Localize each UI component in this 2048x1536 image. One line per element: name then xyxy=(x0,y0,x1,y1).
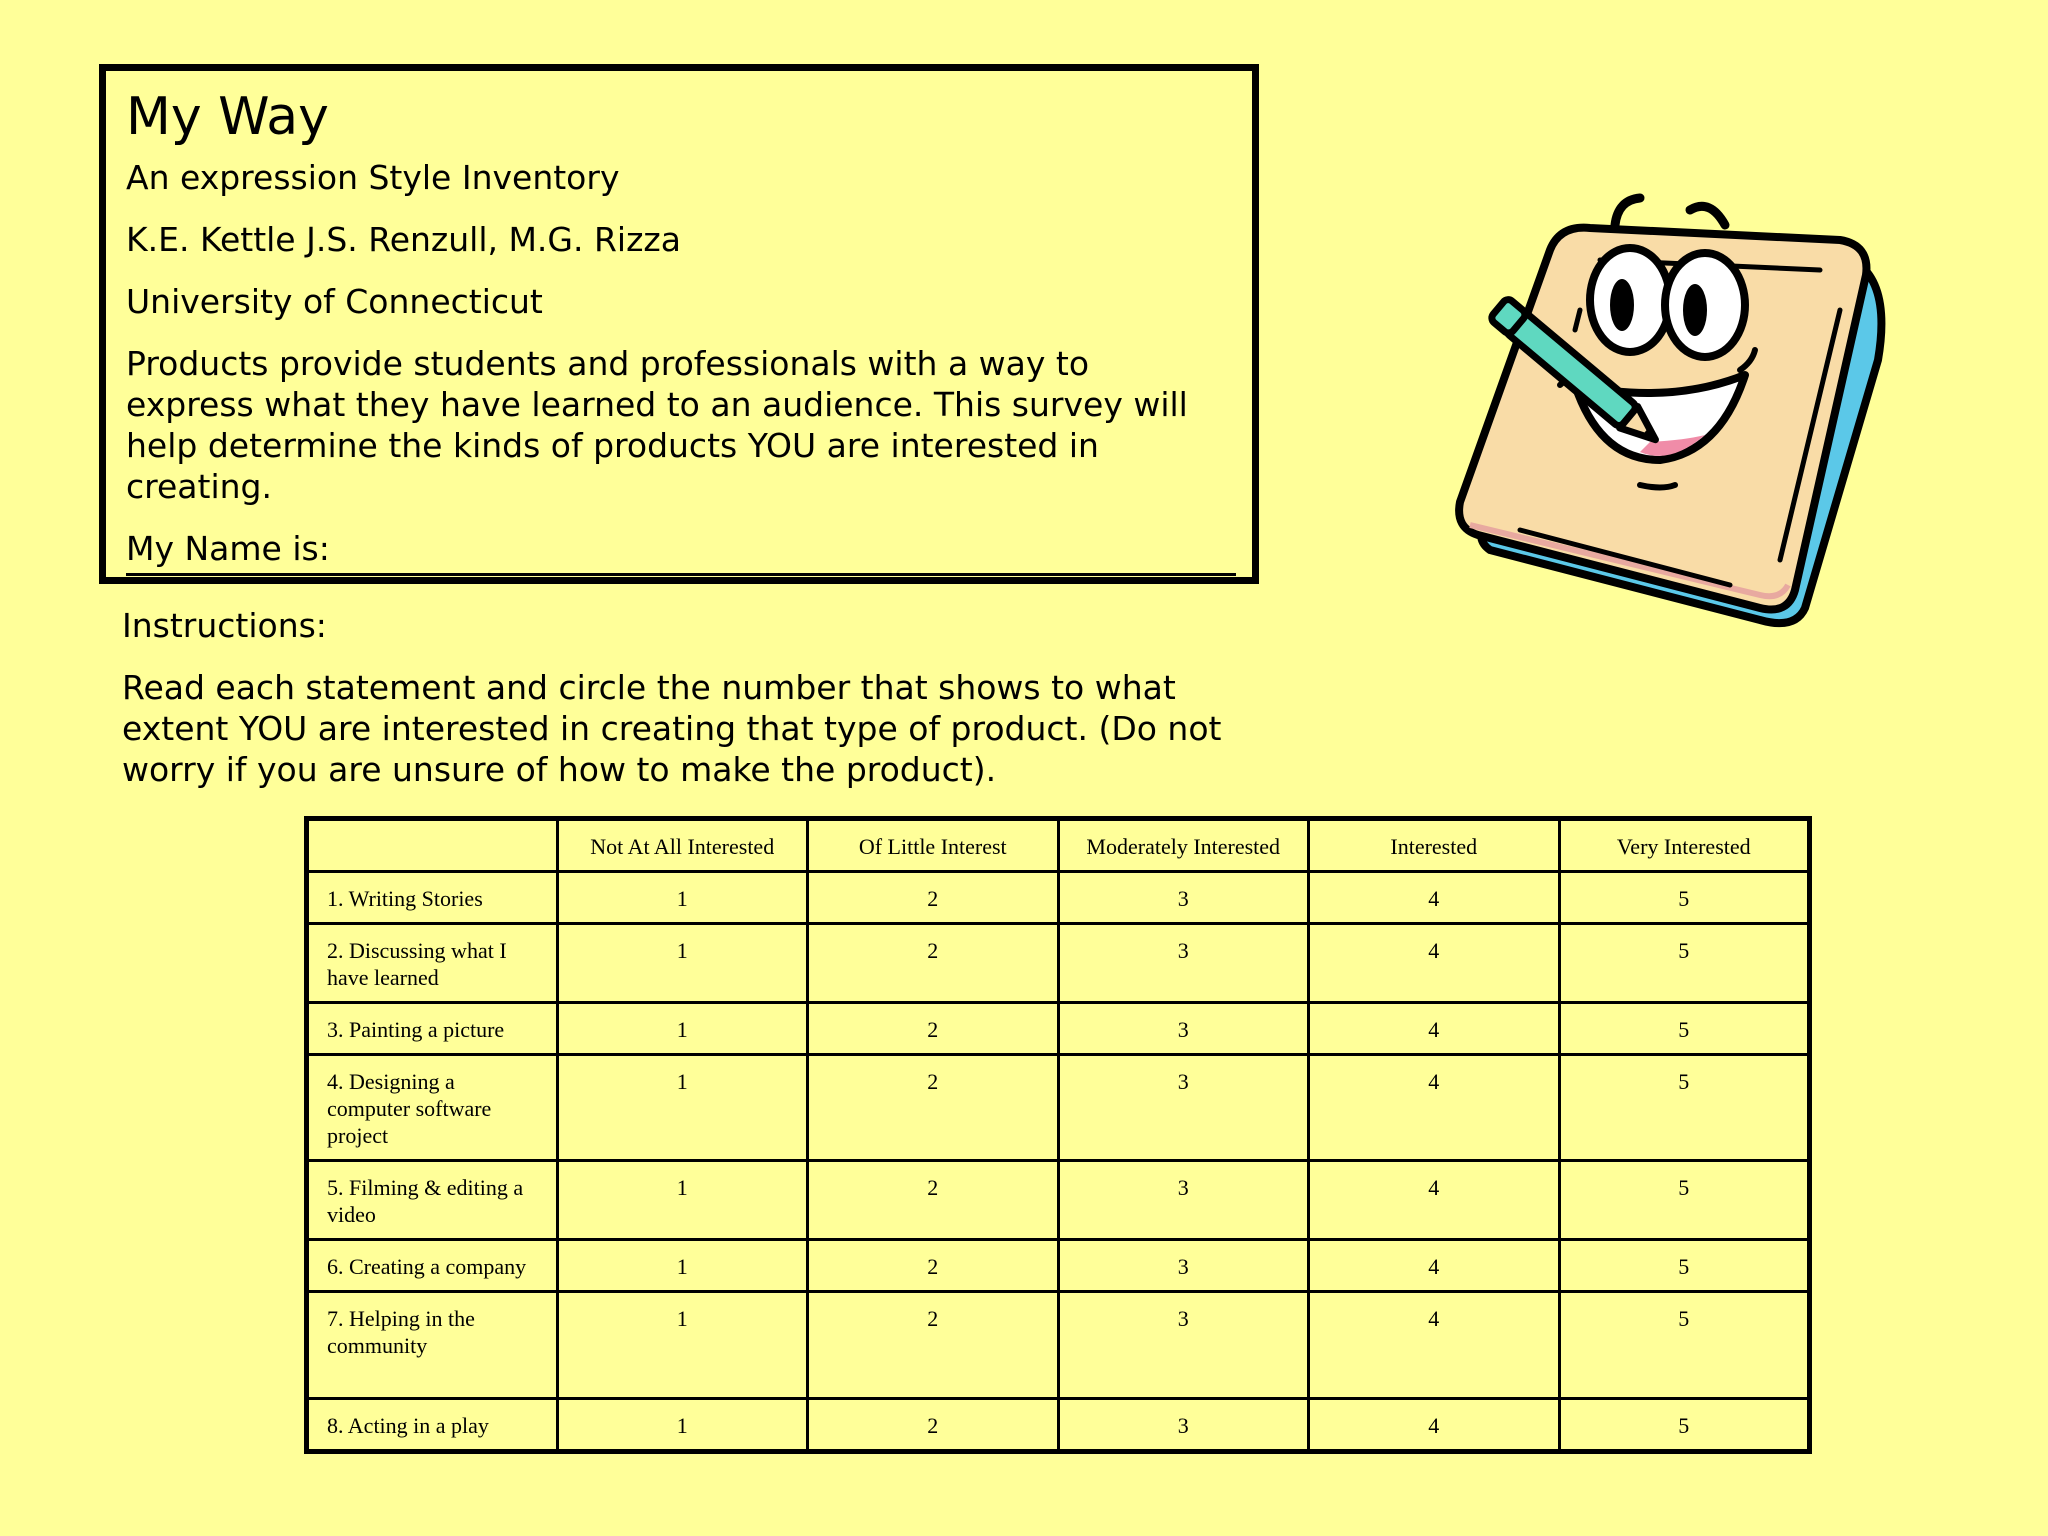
rating-cell[interactable]: 2 xyxy=(808,1399,1059,1452)
header-cell-moderately: Moderately Interested xyxy=(1058,819,1309,872)
rating-cell[interactable]: 3 xyxy=(1058,924,1309,1003)
statement-cell: 2. Discussing what I have learned xyxy=(307,924,558,1003)
header-cell-little: Of Little Interest xyxy=(808,819,1059,872)
rating-cell[interactable]: 4 xyxy=(1309,1161,1560,1240)
rating-cell[interactable]: 2 xyxy=(808,1055,1059,1161)
rating-cell[interactable]: 1 xyxy=(557,924,808,1003)
rating-cell[interactable]: 1 xyxy=(557,1240,808,1292)
rating-cell[interactable]: 1 xyxy=(557,1292,808,1399)
table-header-row xyxy=(307,819,1810,872)
statement-cell: 4. Designing a computer software project xyxy=(307,1055,558,1161)
rating-cell[interactable]: 5 xyxy=(1559,1055,1810,1161)
table-row xyxy=(307,1055,1810,1161)
header-cell-interested: Interested xyxy=(1309,819,1560,872)
header-cell-blank xyxy=(307,819,558,872)
rating-cell[interactable]: 3 xyxy=(1058,1055,1309,1161)
name-prompt: My Name is: xyxy=(126,529,330,568)
rating-cell[interactable]: 1 xyxy=(557,1161,808,1240)
rating-cell[interactable]: 2 xyxy=(808,1003,1059,1055)
table-row xyxy=(307,872,1810,924)
rating-cell[interactable]: 4 xyxy=(1309,924,1560,1003)
rating-cell[interactable]: 2 xyxy=(808,924,1059,1003)
rating-cell[interactable]: 5 xyxy=(1559,872,1810,924)
rating-cell[interactable]: 4 xyxy=(1309,872,1560,924)
statement-cell: 7. Helping in the community xyxy=(307,1292,558,1399)
table-row xyxy=(307,1003,1810,1055)
rating-cell[interactable]: 1 xyxy=(557,872,808,924)
statement-cell: 3. Painting a picture xyxy=(307,1003,558,1055)
rating-cell[interactable]: 5 xyxy=(1559,1399,1810,1452)
statement-cell: 6. Creating a company xyxy=(307,1240,558,1292)
rating-cell[interactable]: 5 xyxy=(1559,1003,1810,1055)
rating-cell[interactable]: 4 xyxy=(1309,1399,1560,1452)
statement-cell: 1. Writing Stories xyxy=(307,872,558,924)
rating-cell[interactable]: 3 xyxy=(1058,1003,1309,1055)
rating-cell[interactable]: 4 xyxy=(1309,1055,1560,1161)
rating-cell[interactable]: 3 xyxy=(1058,1240,1309,1292)
institution: University of Connecticut xyxy=(126,282,543,321)
table-row xyxy=(307,1292,1810,1399)
header-cell-not-at-all: Not At All Interested xyxy=(557,819,808,872)
instructions-section xyxy=(122,605,1272,811)
survey-table xyxy=(304,816,1812,1454)
rating-cell[interactable]: 2 xyxy=(808,1240,1059,1292)
rating-cell[interactable]: 4 xyxy=(1309,1003,1560,1055)
rating-cell[interactable]: 2 xyxy=(808,1161,1059,1240)
statement-cell: 5. Filming & editing a video xyxy=(307,1161,558,1240)
instructions-text: Read each statement and circle the number that shows to what extent YOU are interested in creating that type of product. (Do not worry if you are unsure of how to make the product). xyxy=(122,668,1222,789)
rating-cell[interactable]: 5 xyxy=(1559,924,1810,1003)
rating-cell[interactable]: 5 xyxy=(1559,1161,1810,1240)
header-cell-very: Very Interested xyxy=(1559,819,1810,872)
instructions-heading: Instructions: xyxy=(122,606,327,645)
table-row xyxy=(307,924,1810,1003)
rating-cell[interactable]: 4 xyxy=(1309,1240,1560,1292)
table-row xyxy=(307,1240,1810,1292)
rating-cell[interactable]: 5 xyxy=(1559,1292,1810,1399)
page-title: My Way xyxy=(126,87,329,147)
rating-cell[interactable]: 3 xyxy=(1058,1399,1309,1452)
authors: K.E. Kettle J.S. Renzull, M.G. Rizza xyxy=(126,220,681,259)
rating-cell[interactable]: 1 xyxy=(557,1399,808,1452)
rating-cell[interactable]: 4 xyxy=(1309,1292,1560,1399)
subtitle: An expression Style Inventory xyxy=(126,158,620,197)
rating-cell[interactable]: 5 xyxy=(1559,1240,1810,1292)
rating-cell[interactable]: 2 xyxy=(808,1292,1059,1399)
table-row xyxy=(307,1161,1810,1240)
rating-cell[interactable]: 1 xyxy=(557,1003,808,1055)
table-row xyxy=(307,1399,1810,1452)
rating-cell[interactable]: 3 xyxy=(1058,1292,1309,1399)
description: Products provide students and professionals with a way to express what they have learned to an audience. This survey will help determine the kinds of products YOU are interested in creating. xyxy=(126,344,1188,506)
statement-cell: 8. Acting in a play xyxy=(307,1399,558,1452)
title-box xyxy=(99,64,1259,584)
rating-cell[interactable]: 1 xyxy=(557,1055,808,1161)
rating-cell[interactable]: 3 xyxy=(1058,872,1309,924)
rating-cell[interactable]: 3 xyxy=(1058,1161,1309,1240)
name-blank-line[interactable] xyxy=(126,573,1236,576)
rating-cell[interactable]: 2 xyxy=(808,872,1059,924)
smiling-notepad-with-pencil-icon xyxy=(1400,190,1900,650)
